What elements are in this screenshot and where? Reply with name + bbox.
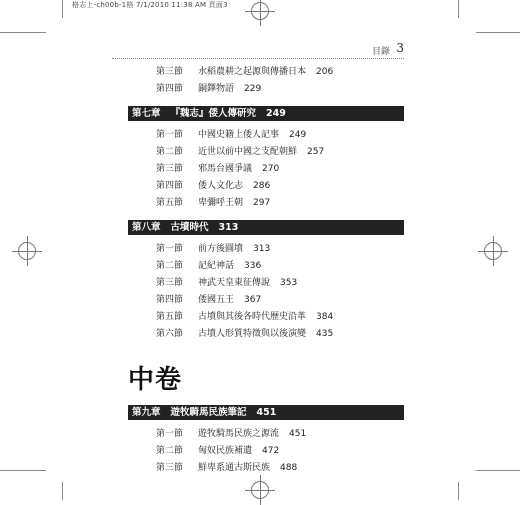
chapter-label: 第九章 <box>132 407 161 418</box>
section-label: 第四節 <box>156 84 184 94</box>
section-page: 206 <box>316 67 334 77</box>
section-label: 第一節 <box>156 130 184 140</box>
section-title: 匈奴民族補遺 <box>198 446 253 456</box>
section-page: 257 <box>307 147 325 157</box>
chapter-page: 451 <box>256 407 277 418</box>
crop-mark-top-left-h <box>0 32 46 33</box>
registration-mark-top <box>251 2 269 20</box>
chapter-7-heading <box>128 106 404 121</box>
section-page: 249 <box>289 130 307 140</box>
toc-entry <box>128 443 404 460</box>
section-title: 古墳與其後各時代歷史沿革 <box>198 312 307 322</box>
section-label: 第一節 <box>156 244 184 254</box>
chapter-title: 遊牧騎馬民族筆記 <box>170 407 247 418</box>
toc-group-continued <box>128 64 404 98</box>
toc-entry <box>128 309 404 326</box>
crop-mark-top-right-v <box>458 0 459 18</box>
printer-slug: 格志上-ch00b-1格 7/1/2010 11:38 AM 頁面3 <box>72 1 228 9</box>
section-page: 488 <box>280 463 298 473</box>
section-page: 435 <box>316 329 334 339</box>
toc-entry <box>128 241 404 258</box>
toc-entry <box>128 426 404 443</box>
crop-mark-top-left-v <box>62 0 63 18</box>
chapter-9-heading <box>128 405 404 420</box>
section-title: 水稻農耕之起源與傳播日本 <box>198 67 307 77</box>
section-title: 古墳人形質特徵與以後演變 <box>198 329 307 339</box>
toc-entry <box>128 326 404 343</box>
crop-mark-top-right-h <box>476 32 520 33</box>
volume-heading: 中卷 <box>128 365 183 395</box>
toc-entry <box>128 127 404 144</box>
section-title: 遊牧騎馬民族之源流 <box>198 429 280 439</box>
toc-entry <box>128 64 404 81</box>
toc-entry <box>128 144 404 161</box>
section-title: 倭人文化志 <box>198 181 244 191</box>
page-number: 3 <box>396 41 404 55</box>
toc-entry <box>128 81 404 98</box>
section-page: 286 <box>253 181 271 191</box>
running-head <box>112 42 404 59</box>
toc-content <box>128 64 404 477</box>
crop-mark-bottom-left-h <box>0 470 46 471</box>
section-label: 第三節 <box>156 164 184 174</box>
section-title: 倭國五王 <box>198 295 235 305</box>
section-label: 第二節 <box>156 261 184 271</box>
toc-entry <box>128 292 404 309</box>
crop-mark-bottom-right-h <box>476 470 520 471</box>
toc-entry <box>128 195 404 212</box>
section-page: 384 <box>316 312 334 322</box>
toc-entry <box>128 178 404 195</box>
toc-entry <box>128 275 404 292</box>
section-label: 第二節 <box>156 446 184 456</box>
section-page: 353 <box>280 278 298 288</box>
section-label: 第三節 <box>156 463 184 473</box>
section-page: 367 <box>244 295 262 305</box>
section-label: 第五節 <box>156 312 184 322</box>
section-title: 前方後圓墳 <box>198 244 244 254</box>
chapter-label: 第七章 <box>132 108 161 119</box>
section-title: 中國史籍上倭人記事 <box>198 130 280 140</box>
section-label: 第五節 <box>156 198 184 208</box>
chapter-8-heading <box>128 220 404 235</box>
running-head-title: 目錄 <box>371 47 390 57</box>
section-title: 銅鐸物語 <box>198 84 235 94</box>
section-page: 451 <box>289 429 307 439</box>
section-page: 229 <box>244 84 262 94</box>
section-label: 第四節 <box>156 181 184 191</box>
toc-entry <box>128 258 404 275</box>
toc-entry <box>128 161 404 178</box>
section-label: 第二節 <box>156 147 184 157</box>
registration-mark-right <box>484 242 502 260</box>
section-page: 472 <box>262 446 280 456</box>
registration-mark-bottom <box>251 481 269 499</box>
chapter-label: 第八章 <box>132 222 161 233</box>
section-page: 336 <box>244 261 262 271</box>
section-label: 第一節 <box>156 429 184 439</box>
section-label: 第六節 <box>156 329 184 339</box>
section-title: 記紀神話 <box>198 261 235 271</box>
section-page: 297 <box>253 198 271 208</box>
section-title: 近世以前中國之支配朝鮮 <box>198 147 298 157</box>
section-title: 鮮卑系通古斯民族 <box>198 463 271 473</box>
chapter-page: 313 <box>218 222 239 233</box>
registration-mark-left <box>18 242 36 260</box>
section-label: 第三節 <box>156 278 184 288</box>
section-page: 270 <box>262 164 280 174</box>
section-page: 313 <box>253 244 271 254</box>
chapter-page: 249 <box>266 108 286 119</box>
crop-mark-bottom-left-v <box>62 482 63 500</box>
crop-mark-bottom-right-v <box>458 482 459 500</box>
section-label: 第四節 <box>156 295 184 305</box>
chapter-title: 古墳時代 <box>170 222 209 233</box>
section-title: 邪馬台國爭議 <box>198 164 253 174</box>
chapter-title: 『魏志』倭人傳研究 <box>170 108 257 119</box>
toc-entry <box>128 460 404 477</box>
section-label: 第三節 <box>156 67 184 77</box>
section-title: 神武天皇東征傳說 <box>198 278 271 288</box>
section-title: 卑彌呼王朝 <box>198 198 244 208</box>
